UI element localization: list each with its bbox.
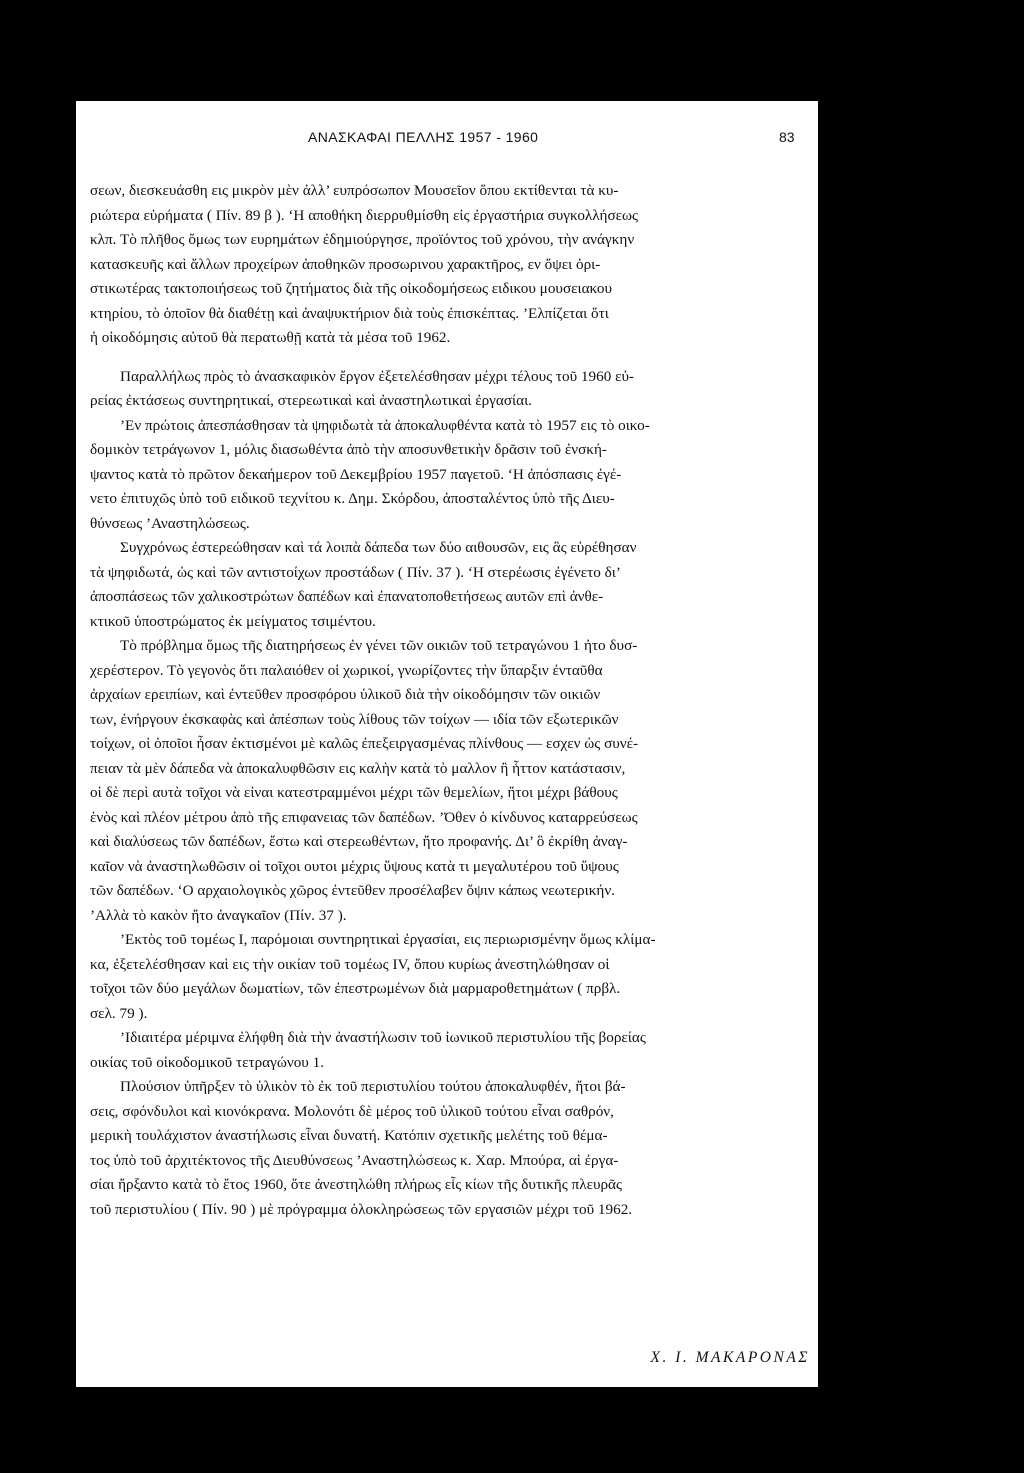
page-header [76,101,818,165]
text-line: ’Εκτὸς τοῦ τομέως Ι, παρόμοιαι συντηρητικαὶ ἐργασίαι, εις περιωρισμένην ὅμως κλίμα- [120,931,656,948]
text-line: σίαι ἤρξαντο κατὰ τὸ ἔτος 1960, ὅτε ἀνεστηλώθη πλήρως εἷς κίων τῆς δυτικῆς πλευρᾶς [90,1176,623,1193]
running-head: ΑΝΑΣΚΑΦΑΙ ΠΕΛΛΗΣ 1957 - 1960 [308,129,539,145]
paragraph-gap [90,351,794,365]
text-line: οἱ δὲ περὶ αυτὰ τοῖχοι νὰ εἰναι κατεστραμμένοι μέχρι τῶν θεμελίων, ἤτοι μέχρι βάθους [90,784,618,801]
text-line: τοῖχοι τῶν δύο μεγάλων δωματίων, τῶν ἐπεστρωμένων διὰ μαρμαροθετημάτων ( πρβλ. [90,980,621,997]
text-line: κατασκευῆς καὶ ἄλλων προχείρων ἀποθηκῶν προσωρινου χαρακτῆρος, εν ὄψει ὁρι- [90,255,601,273]
text-line: ρείας ἐκτάσεως συντηρητικαί, στερεωτικαὶ καὶ ἀναστηλωτικαὶ ἐργασίαι. [90,392,532,409]
text-line: στικωτέρας τακτοποιήσεως τοῦ ζητήματος διὰ τῆς οἰκοδομήσεως ειδικου μουσειακου [90,280,612,297]
paragraph-block-2 [90,365,794,1223]
text-line: ψαντος κατὰ τὸ πρῶτον δεκαήμερον τοῦ Δεκεμβρίου 1957 παγετοῦ. ‘Η ἀπόσπασις ἐγέ- [90,465,622,483]
text-line: σεις, σφόνδυλοι καὶ κιονόκρανα. Μολονότι δὲ μέρος τοῦ ὑλικοῦ τούτου εἶναι σαθρόν, [90,1102,614,1120]
text-line: ’Εν πρώτοις ἀπεσπάσθησαν τὰ ψηφιδωτὰ τὰ ἀποκαλυφθέντα κατὰ τὸ 1957 εις τὸ οικο- [120,416,650,434]
text-line: μερικὴ τουλάχιστον ἀναστήλωσις εἶναι δυνατή. Κατόπιν σχετικῆς μελέτης τοῦ θέμα- [90,1127,608,1144]
document-page [76,101,818,1387]
paragraph-block-1 [90,179,794,351]
text-line: κτικοῦ ὑποστρώματος ἐκ μείγματος τσιμέντου. [90,612,376,630]
text-line: πειαν τὰ μὲν δάπεδα νὰ ἀποκαλυφθῶσιν εις καλὴν κατὰ τὸ μαλλον ἢ ἧττον κατάστασιν, [90,759,626,777]
text-line: κα, ἐξετελέσθησαν καὶ εις τὴν οικίαν τοῦ τομέως IV, ὅπου κυρίως ἀνεστηλώθησαν οἱ [90,955,610,973]
text-line: ριώτερα εὑρήματα ( Πίν. 89 β ). ‘Η αποθήκη διερρυθμίσθη εἰς ἐργαστήρια συγκολλήσεως [90,206,639,224]
text-line: των, ἐνήργουν ἐκσκαφὰς καὶ ἀπέσπων τοὺς λίθους τῶν τοίχων — ιδία τῶν εξωτερικῶν [90,710,619,728]
page-number: 83 [779,129,795,145]
text-line: ἡ οἰκοδόμησις αὐτοῦ θὰ περατωθῇ κατὰ τὰ μέσα τοῦ 1962. [90,329,451,346]
text-line: Παραλλήλως πρὸς τὸ ἀνασκαφικὸν ἔργον ἐξετελέσθησαν μέχρι τέλους τοῦ 1960 εὐ- [120,367,635,385]
text-line: κτηρίου, τὸ ὁποῖον θὰ διαθέτῃ καὶ ἀναψυκτήριον διὰ τοὺς ἐπισκέπτας. ’Ελπίζεται ὅτι [90,304,609,322]
text-line: Τὸ πρόβλημα ὅμως τῆς διατηρήσεως ἐν γένει τῶν οικιῶν τοῦ τετραγώνου 1 ἠτο δυσ- [120,637,638,654]
text-line: καῖον νὰ ἀναστηλωθῶσιν οἱ τοῖχοι ουτοι μέχρις ὕψους κατὰ τι μεγαλυτέρου τοῦ ὕψους [90,857,619,875]
text-line: οικίας τοῦ οἰκοδομικοῦ τετραγώνου 1. [90,1053,324,1071]
text-line: Συγχρόνως ἐστερεώθησαν καὶ τά λοιπὰ δάπεδα των δύο αιθουσῶν, εις ἃς εὑρέθησαν [120,539,637,556]
body-text [90,179,794,1222]
text-line: τῶν δαπέδων. ‘Ο αρχαιολογικὸς χῶρος ἐντεῦθεν προσέλαβεν ὄψιν κάπως νεωτερικήν. [90,882,615,899]
text-line: ἀρχαίων ερειπίων, καὶ ἐντεῦθεν προσφόρου ὑλικοῦ διὰ τὴν οἰκοδόμησιν τῶν οικιῶν [90,686,601,703]
text-line: τὰ ψηφιδωτά, ὡς καὶ τῶν αντιστοίχων προστάδων ( Πίν. 37 ). ‘Η στερέωσις ἐγένετο δι’ [90,563,621,581]
text-line: τοίχων, οἱ ὁποῖοι ἦσαν ἐκτισμένοι μὲ καλῶς ἐπεξειργασμένας πλίνθους — εσχεν ὡς συνέ- [90,735,639,752]
text-line: ἀποσπάσεως τῶν χαλικοστρώτων δαπέδων καὶ ἐπανατοποθετήσεως αυτῶν επὶ ἀνθε- [90,588,604,605]
text-line: σελ. 79 ). [90,1004,148,1022]
text-line: τοῦ περιστυλίου ( Πίν. 90 ) μὲ πρόγραμμα ὁλοκληρώσεως τῶν εργασιῶν μέχρι τοῦ 1962. [90,1200,633,1218]
text-line: θύνσεως ’Αναστηλώσεως. [90,514,250,532]
text-line: καὶ διαλύσεως τῶν δαπέδων, ἔστω καὶ στερεωθέντων, ἤτο προφανής. Δι’ ὃ ἐκρίθη ἀναγ- [90,833,628,850]
text-line: χερέστερον. Τὸ γεγονὸς ὅτι παλαιόθεν οἱ χωρικοί, γνωρίζοντες τὴν ὕπαρξιν ἐνταῦθα [90,661,603,679]
text-line: κλπ. Τὸ πλῆθος ὅμως των ευρημάτων ἐδημιούργησε, προϊόντος τοῦ χρόνου, τὴν ανάγκην [90,231,635,248]
text-line: Πλούσιον ὑπῆρξεν τὸ ὑλικὸν τὸ ἐκ τοῦ περιστυλίου τούτου ἀποκαλυφθέν, ἤτοι βά- [120,1078,626,1095]
text-line: ’Αλλὰ τὸ κακὸν ἤτο ἀναγκαῖον (Πίν. 37 ). [90,906,347,924]
text-line: σεων, διεσκευάσθη εις μικρὸν μὲν ἀλλ’ ευπρόσωπον Μουσεῖον ὅπου εκτίθενται τὰ κυ- [90,182,619,199]
text-line: τος ὑπὸ τοῦ ἀρχιτέκτονος τῆς Διευθύνσεως ’Αναστηλώσεως κ. Χαρ. Μπούρα, αἱ ἐργα- [90,1151,619,1169]
text-line: ἑνὸς καὶ πλέον μέτρου ἀπὸ τῆς επιφανειας τῶν δαπέδων. ’Όθεν ὁ κίνδυνος καταρρεύσεως [90,808,638,826]
text-line: ’Ιδιαιτέρα μέριμνα ἐλήφθη διὰ τὴν ἀναστήλωσιν τοῦ ἰωνικοῦ περιστυλίου τῆς βορείας [120,1029,646,1046]
text-line: νετο ἐπιτυχῶς ὑπὸ τοῦ ειδικοῦ τεχνίτου κ. Δημ. Σκόρδου, ἀποσταλέντος ὑπὸ τῆς Διευ- [90,490,615,507]
text-line: δομικὸν τετράγωνον 1, μόλις διασωθέντα ἀπὸ τὴν αποσυνθετικὴν δρᾶσιν τοῦ ἐνσκή- [90,441,607,458]
author-signature: Χ. Ι. ΜΑΚΑΡΟΝΑΣ [650,1349,810,1366]
